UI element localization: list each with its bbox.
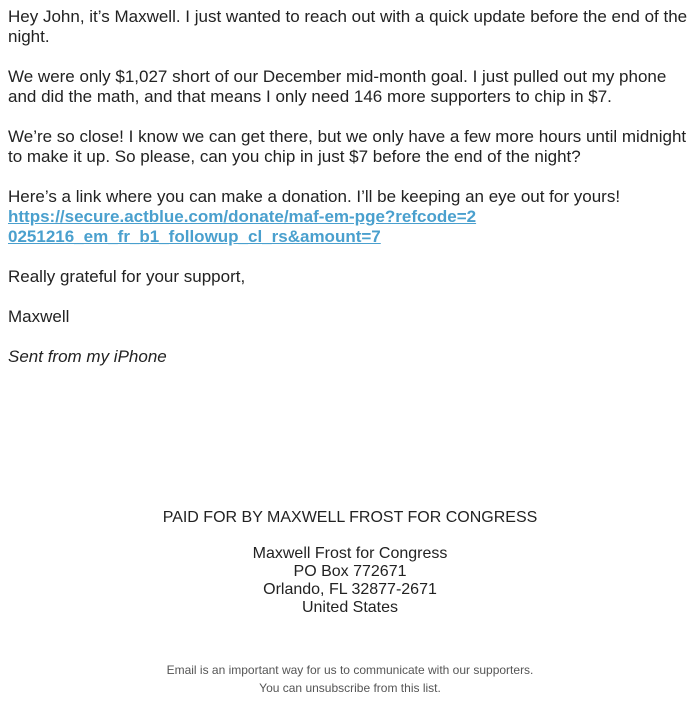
note-line-1: Email is an important way for us to communicate with our supporters. <box>166 663 534 677</box>
mailing-address <box>0 545 700 617</box>
appeal-paragraph: We’re so close! I know we can get there, but we only have a few more hours until midnight to make it up. So please, can you chip in just $7 before the end of the night? <box>8 127 687 166</box>
note-line-2: You can unsubscribe from this list. <box>259 681 441 695</box>
address-name: Maxwell Frost for Congress <box>252 545 448 562</box>
address-city-state-zip: Orlando, FL 32877-2671 <box>263 581 437 598</box>
link-paragraph <box>8 187 696 247</box>
sent-from-line: Sent from my iPhone <box>8 347 167 366</box>
email-body <box>8 7 696 387</box>
signature: Maxwell <box>8 307 70 326</box>
closing-line: Really grateful for your support, <box>8 267 246 286</box>
address-po-box: PO Box 772671 <box>293 563 407 580</box>
paid-for-disclaimer: PAID FOR BY MAXWELL FROST FOR CONGRESS <box>162 509 538 526</box>
link-intro-text: Here’s a link where you can make a donation. I’ll be keeping an eye out for yours! <box>8 187 621 206</box>
address-country: United States <box>301 599 399 616</box>
unsubscribe-note <box>0 661 700 697</box>
greeting-paragraph: Hey John, it’s Maxwell. I just wanted to reach out with a quick update before the end of the night. <box>8 7 688 46</box>
donate-link[interactable]: https://secure.actblue.com/donate/maf-em-pge?refcode=20251216_em_fr_b1_followup_cl_rs&amount=7 <box>8 207 477 246</box>
goal-paragraph: We were only $1,027 short of our December mid-month goal. I just pulled out my phone and did the math, and that means I only need 146 more supporters to chip in $7. <box>8 67 667 106</box>
